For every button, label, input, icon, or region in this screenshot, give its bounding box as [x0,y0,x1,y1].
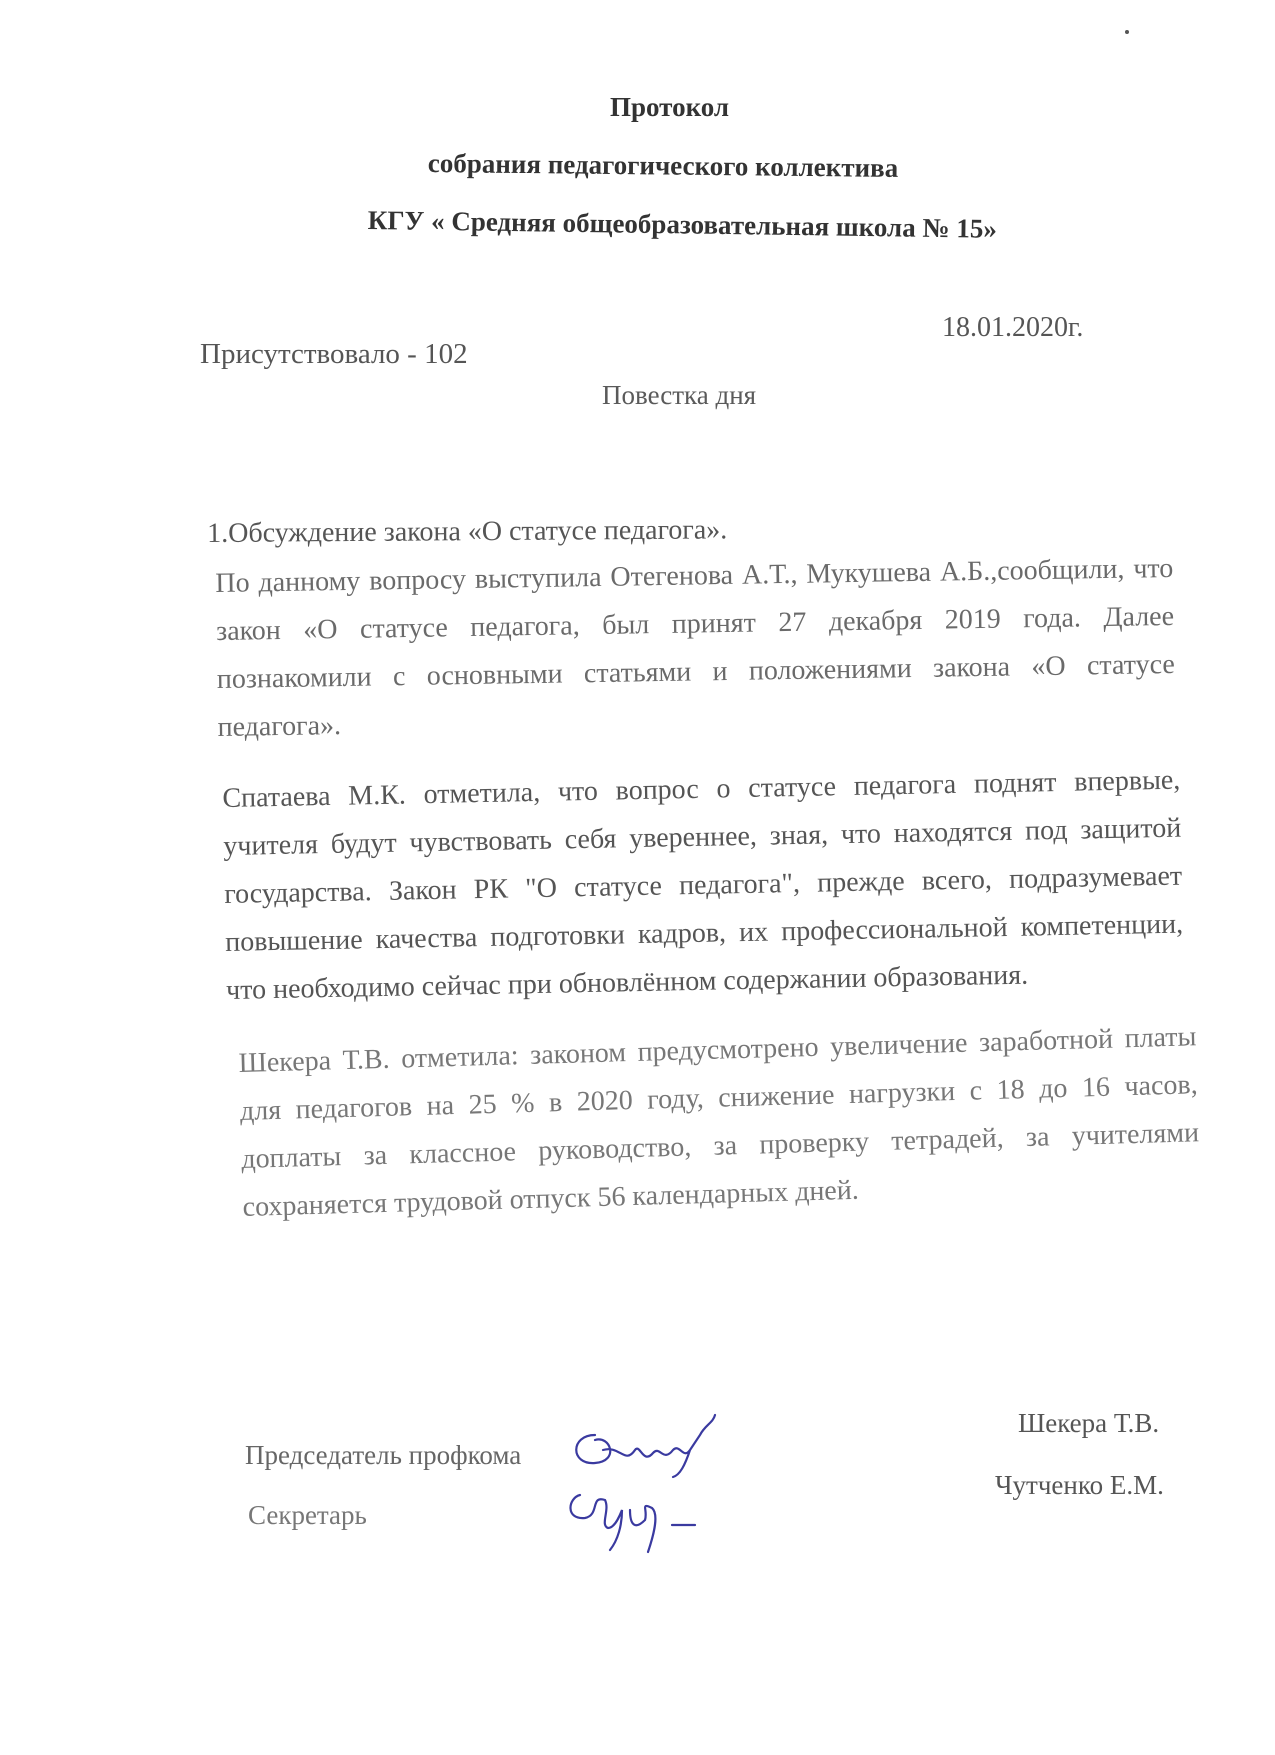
agenda-item-1: 1.Обсуждение закона «О статусе педагога». [207,514,728,549]
agenda-heading: Повестка дня [602,380,757,410]
secretary-name: Чутченко Е.М. [995,1470,1164,1500]
chair-label: Председатель профкома [245,1440,522,1470]
secretary-label: Секретарь [248,1500,367,1530]
paragraph-2: Спатаева М.К. отметила, что вопрос о статусе педагога поднят впервые, учителя будут чувствовать себя увереннее, зная, что находятся под защитой государства. Закон РК "О статусе педагога", прежде всего, подразумевает повышение качества подготовки кадров, их профессиональной компетенции, что необходимо сейчас при обновлённом содержании образования. [222,764,1184,1006]
scan-speck [1125,30,1129,34]
school-name: КГУ « Средняя общеобразовательная школа № 15» [367,205,998,244]
document-title: Протокол [610,92,730,122]
paragraph-1: По данному вопросу выступила Отегенова А.Т., Мукушева А.Б.,сообщили, что закон «О статусе педагога, был принят 27 декабря 2019 года. Далее познакомили с основными статьями и положениями закона «О статусе педагога». [215,552,1176,743]
chair-name: Шекера Т.В. [1018,1408,1160,1438]
secretary-signature [560,1480,730,1555]
chair-signature [565,1405,725,1480]
meeting-date: 18.01.2020г. [942,312,1084,343]
attendance-count: Присутствовало - 102 [200,338,468,370]
document-subtitle: собрания педагогического коллектива [427,148,899,183]
paragraph-3: Шекера Т.В. отметила: законом предусмотрено увеличение заработной платы для педагогов на 25 % в 2020 году, снижение нагрузки с 18 до 16 часов, доплаты за классное руководство, за проверку тетрадей, за учителями сохраняется трудовой отпуск 56 календарных дней. [238,1021,1200,1223]
